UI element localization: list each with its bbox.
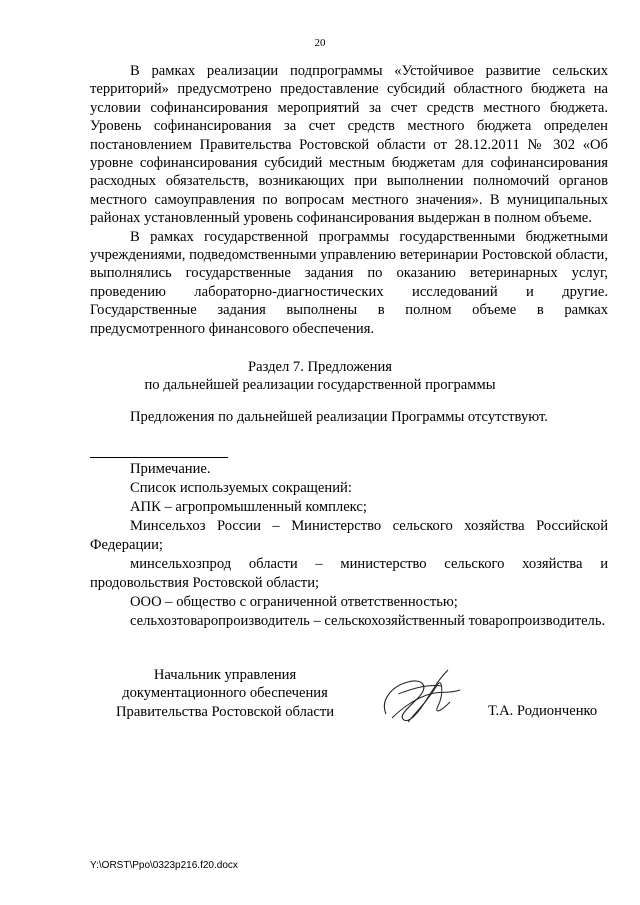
signer-title-line3: Правительства Ростовской области <box>115 703 335 720</box>
abbreviations-note <box>90 460 608 631</box>
file-path: Y:\ORST\Ppo\0323p216.f20.docx <box>90 860 238 871</box>
section-body <box>90 408 608 426</box>
signer-title-line1: Начальник управления <box>153 667 297 683</box>
note-heading: Примечание. <box>130 461 211 477</box>
abbreviation-item: Минсельхоз России – Министерство сельского хозяйства Российской Федерации; <box>90 518 608 553</box>
footnote-divider <box>90 457 228 458</box>
section-title-line1: Раздел 7. Предложения <box>248 359 392 375</box>
main-text-block <box>90 62 608 338</box>
handwritten-signature <box>378 664 468 728</box>
signer-title-line2: документационного обеспечения <box>122 685 328 702</box>
page-number: 20 <box>314 37 326 49</box>
abbreviation-item: сельхозтоваропроизводитель – сельскохозяйственный товаропроизводитель. <box>130 613 606 629</box>
signer-title <box>90 666 360 721</box>
paragraph-veterinary: В рамках государственной программы государственными бюджетными учреждениями, подведомственными управлению ветеринарии Ростовской области, выполнялись государственные задания по оказанию ветеринарных услуг, проведению лабораторно-диагностических исследований и другие. Государственные задания выполнены в полном объеме в рамках предусмотренного финансового обеспечения. <box>90 228 609 337</box>
abbreviation-item: АПК – агропромышленный комплекс; <box>130 499 367 515</box>
paragraph-subsidies: В рамках реализации подпрограммы «Устойчивое развитие сельских территорий» предусмотрено предоставление субсидий областного бюджета на условии софинансирования мероприятий за счет средств местного бюджета. Уровень софинансирования за счет средств местного бюджета определен постановлением Правительства Ростовской области от 28.12.2011 № 302 «Об уровне софинансирования субсидий местным бюджетам для софинансирования расходных обязательств, возникающих при выполнении полномочий органов местного самоуправления по вопросам местного значения». В муниципальных районах установленный уровень софинансирования выдержан в полном объеме. <box>90 63 608 227</box>
section-title-line2: по дальнейшей реализации государственной программы <box>144 377 496 394</box>
note-list-title: Список используемых сокращений: <box>130 480 352 496</box>
abbreviation-item: ООО – общество с ограниченной ответственностью; <box>130 594 458 610</box>
section-title <box>0 358 640 395</box>
signer-name: Т.А. Родионченко <box>488 703 598 719</box>
abbreviation-item: минсельхозпрод области – министерство сельского хозяйства и продовольствия Ростовской области; <box>90 556 608 591</box>
paragraph-proposals: Предложения по дальнейшей реализации Программы отсутствуют. <box>130 409 548 425</box>
